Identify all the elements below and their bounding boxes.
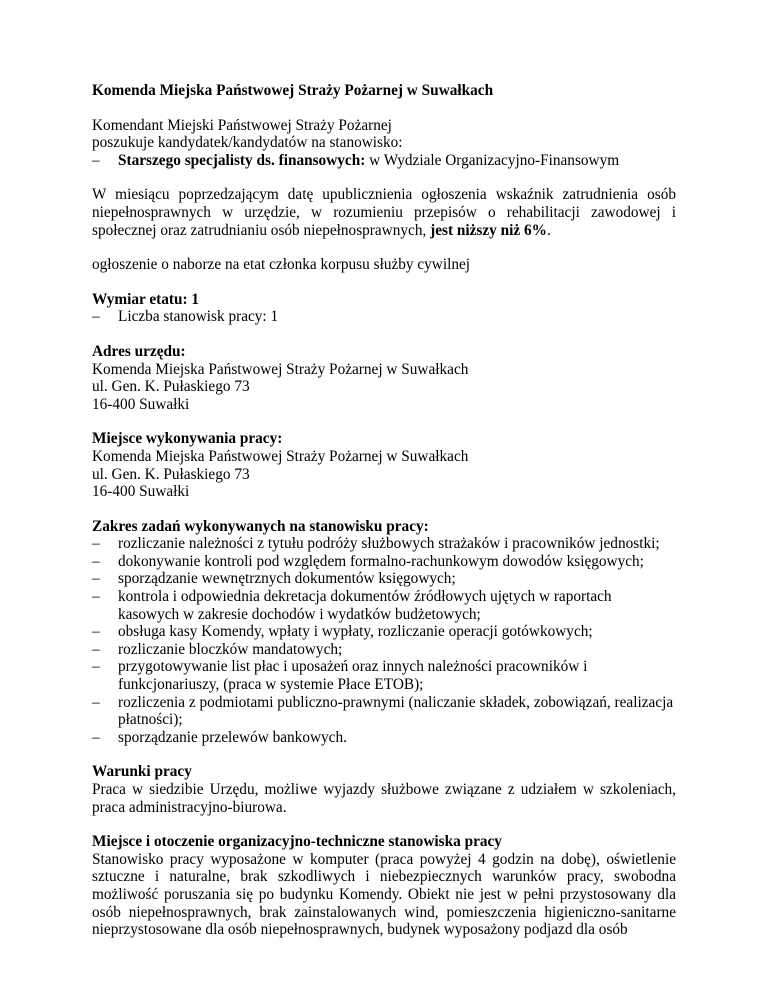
dash-marker: – [92, 693, 100, 711]
dash-marker: – [92, 658, 100, 676]
list-item-text: sporządzanie przelewów bankowych. [118, 728, 347, 746]
document-content [92, 82, 676, 956]
document-title: Komenda Miejska Państwowej Straży Pożarnej w Suwałkach [92, 82, 494, 99]
position-title: Starszego specjalisty ds. finansowych: [118, 151, 366, 169]
dash-marker: – [92, 535, 100, 553]
dash-marker: – [92, 588, 100, 606]
work-place-line-2: ul. Gen. K. Pułaskiego 73 [92, 465, 250, 483]
list-item [92, 588, 676, 623]
list-item-text: przygotowywanie list płac i uposażeń oraz innych należności pracowników i funkcjonariuszy, (praca w systemie Płace ETOB); [118, 658, 588, 694]
intro-line-1: Komendant Miejski Państwowej Straży Pożarnej [92, 116, 392, 134]
duties-heading: Zakres zadań wykonywanych na stanowisku pracy: [92, 517, 429, 535]
environment-heading: Miejsce i otoczenie organizacyjno-techniczne stanowiska pracy [92, 833, 502, 851]
dash-marker: – [92, 570, 100, 588]
disability-notice-bold: jest niższy niż 6% [430, 221, 547, 239]
list-item-text: obsługa kasy Komendy, wpłaty i wypłaty, rozliczanie operacji gotówkowych; [118, 623, 593, 641]
dash-marker: – [92, 623, 100, 641]
dash-marker: – [92, 308, 100, 326]
conditions-text: Praca w siedzibie Urzędu, możliwe wyjazdy służbowe związane z udziałem w szkoleniach, praca administracyjno-biurowa. [92, 781, 676, 816]
dash-marker: – [92, 640, 100, 658]
environment-text: Stanowisko pracy wyposażone w komputer (praca powyżej 4 godzin na dobę), oświetlenie sztuczne i naturalne, brak szkodliwych i niebezpiecznych warunków pracy, swobodna możliwość poruszania się po budynku Komendy. Obiekt nie jest w pełni przystosowany dla osób niepełnosprawnych, brak zainstalowanych wind, pomieszczenia higieniczno-sanitarne nieprzystosowane dla osób niepełnosprawnych, budynek wyposażony podjazd dla osób [92, 850, 676, 939]
list-item [92, 694, 676, 729]
work-place-section [92, 430, 676, 500]
office-address-heading: Adres urzędu: [92, 342, 186, 360]
disability-notice-text: W miesiącu poprzedzającym datę upublicznienia ogłoszenia wskaźnik zatrudnienia osób niepełnosprawnych w urzędzie, w rozumieniu przepisów o rehabilitacji zawodowej i społecznej oraz zatrudnianiu osób niepełnosprawnych, [92, 186, 676, 239]
position-line [92, 152, 676, 170]
work-place-line-1: Komenda Miejska Państwowej Straży Pożarnej w Suwałkach [92, 447, 469, 465]
list-item-text: kontrola i odpowiednia dekretacja dokumentów źródłowych ujętych w raportach kasowych w zakresie dochodów i wydatków budżetowych; [118, 588, 612, 623]
list-item-text: rozliczanie należności z tytułu podróży służbowych strażaków i pracowników jednostki; [118, 535, 660, 553]
employment-section [92, 291, 676, 326]
duties-section [92, 518, 676, 747]
list-item [92, 729, 676, 747]
dash-marker: – [92, 151, 100, 169]
list-item [92, 658, 676, 693]
intro-section [92, 117, 676, 170]
environment-section [92, 833, 676, 939]
duties-list [92, 535, 676, 746]
office-address-section [92, 343, 676, 413]
positions-count: Liczba stanowisk pracy: 1 [118, 308, 279, 326]
list-item [92, 553, 676, 571]
list-item [92, 623, 676, 641]
conditions-heading: Warunki pracy [92, 763, 192, 781]
list-item [92, 535, 676, 553]
office-address-line-2: ul. Gen. K. Pułaskiego 73 [92, 378, 250, 396]
work-place-heading: Miejsce wykonywania pracy: [92, 430, 283, 448]
list-item-text: rozliczenia z podmiotami publiczno-prawnymi (naliczanie składek, zobowiązań, realizacja płatności); [118, 693, 674, 729]
office-address-line-1: Komenda Miejska Państwowej Straży Pożarnej w Suwałkach [92, 360, 469, 378]
list-item-text: rozliczanie bloczków mandatowych; [118, 640, 343, 658]
position-department: w Wydziale Organizacyjno-Finansowym [365, 151, 620, 169]
list-item [92, 641, 676, 659]
intro-line-2: poszukuje kandydatek/kandydatów na stanowisko: [92, 134, 403, 152]
list-item-text: sporządzanie wewnętrznych dokumentów księgowych; [118, 570, 456, 588]
disability-notice [92, 186, 676, 239]
list-item [92, 570, 676, 588]
office-address-line-3: 16-400 Suwałki [92, 395, 190, 413]
dash-marker: – [92, 552, 100, 570]
disability-notice-end: . [546, 221, 551, 239]
list-item-text: dokonywanie kontroli pod względem formalno-rachunkowym dowodów księgowych; [118, 552, 644, 570]
work-place-line-3: 16-400 Suwałki [92, 483, 190, 501]
dash-marker: – [92, 728, 100, 746]
conditions-section [92, 763, 676, 816]
announcement-text: ogłoszenie o naborze na etat członka korpusu służby cywilnej [92, 256, 471, 274]
employment-heading: Wymiar etatu: 1 [92, 290, 200, 308]
positions-line [92, 308, 676, 326]
